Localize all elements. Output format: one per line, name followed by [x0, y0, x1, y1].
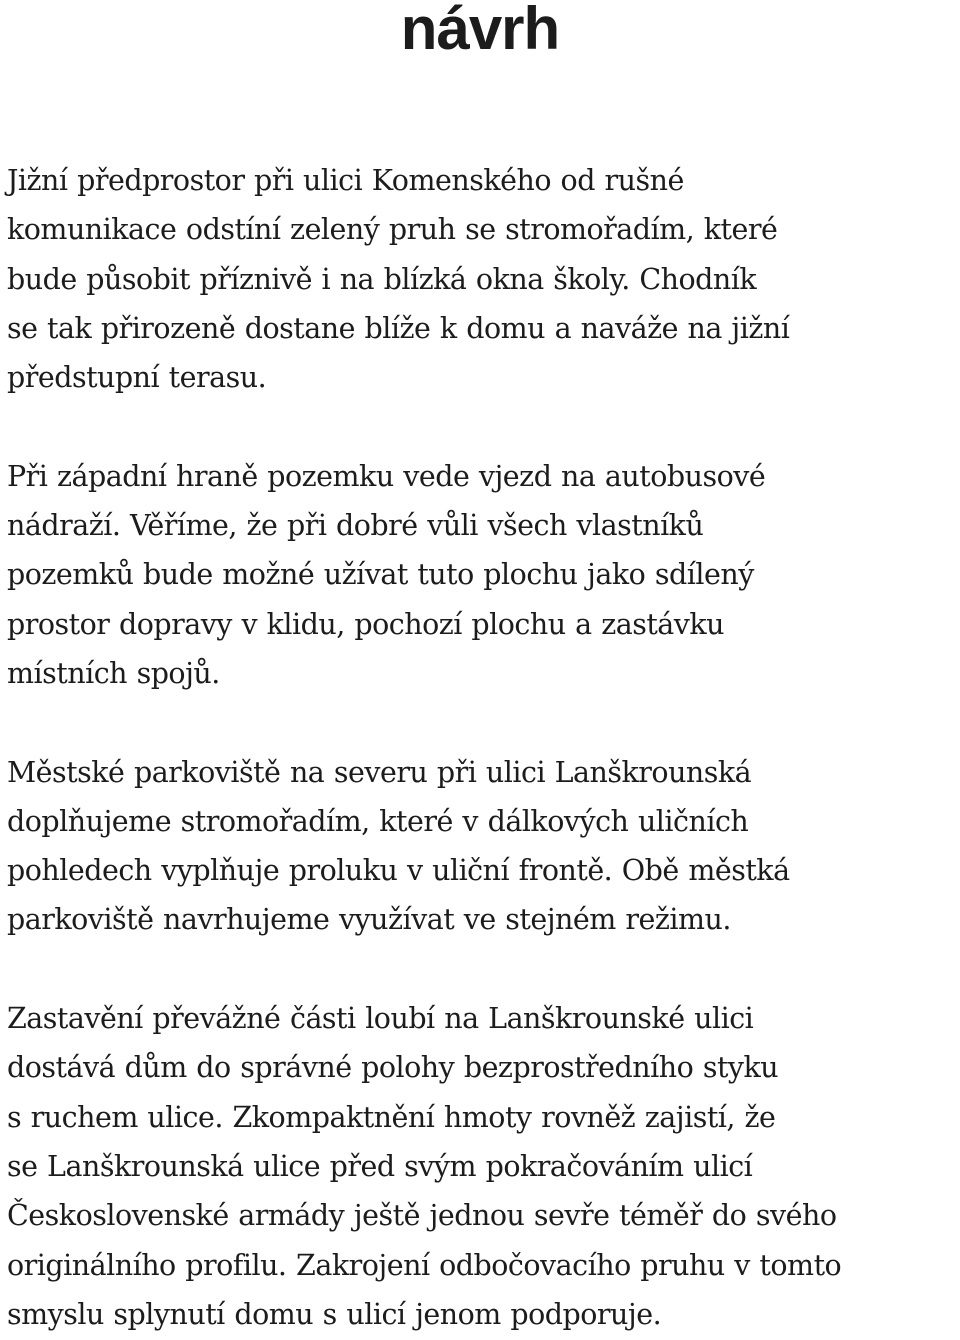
- body-text: [7, 156, 957, 1339]
- text-line: smyslu splynutí domu s ulicí jenom podporuje.: [7, 1297, 662, 1331]
- page-title: návrh: [400, 0, 560, 62]
- text-line: originálního profilu. Zakrojení odbočovacího pruhu v tomto: [7, 1248, 842, 1282]
- text-line: Jižní předprostor při ulici Komenského od rušné: [7, 164, 684, 197]
- text-line: předstupní terasu.: [7, 361, 267, 395]
- text-line: nádraží. Věříme, že při dobré vůli všech vlastníků: [7, 509, 704, 543]
- text-line: doplňujeme stromořadím, které v dálkových uličních: [7, 804, 749, 838]
- text-line: Zastavění převážné části loubí na Lanškrounské ulici: [7, 1002, 754, 1036]
- text-line: pozemků bude možné užívat tuto plochu jako sdílený: [7, 558, 754, 592]
- text-line: komunikace odstíní zelený pruh se stromořadím, které: [7, 213, 778, 247]
- text-line: dostává dům do správné polohy bezprostředního styku: [7, 1051, 779, 1085]
- text-line: se Lanškrounská ulice před svým pokračováním ulicí: [7, 1149, 753, 1183]
- paragraph-1: [7, 156, 957, 402]
- text-line: bude působit příznivě i na blízká okna školy. Chodník: [7, 262, 757, 296]
- text-line: Při západní hraně pozemku vede vjezd na autobusové: [7, 459, 766, 493]
- text-line: prostor dopravy v klidu, pochozí plochu a zastávku: [7, 607, 725, 641]
- text-line: s ruchem ulice. Zkompaktnění hmoty rovněž zajistí, že: [7, 1100, 776, 1134]
- paragraph-3: [7, 748, 957, 945]
- paragraph-4: [7, 994, 957, 1339]
- text-line: pohledech vyplňuje proluku v uliční frontě. Obě městká: [7, 854, 790, 888]
- text-line: se tak přirozeně dostane blíže k domu a naváže na jižní: [7, 311, 790, 345]
- text-line: místních spojů.: [7, 656, 220, 690]
- text-line: parkoviště navrhujeme využívat ve stejném režimu.: [7, 903, 731, 937]
- text-line: Městské parkoviště na severu při ulici Lanškrounská: [7, 755, 752, 789]
- text-line: Československé armády ještě jednou sevře téměř do svého: [7, 1199, 837, 1233]
- paragraph-2: [7, 452, 957, 698]
